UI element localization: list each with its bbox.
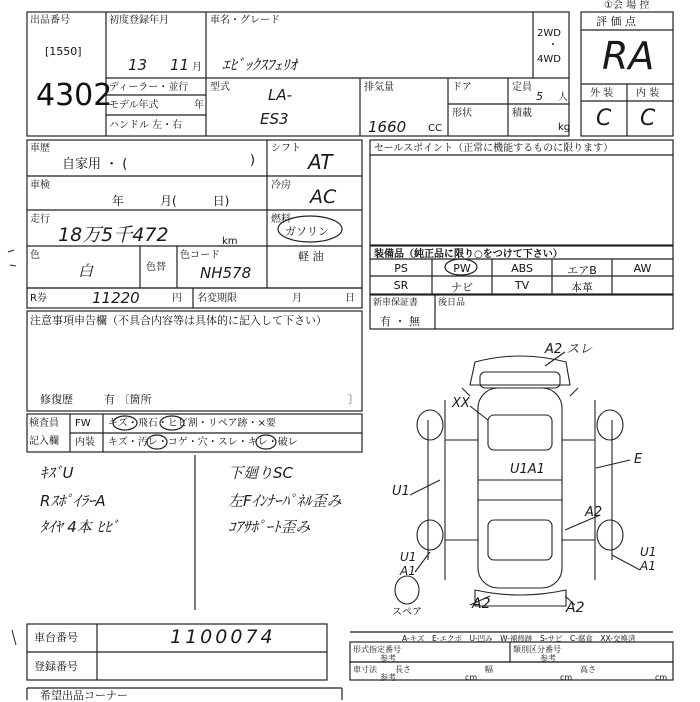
- remark-left-2: RｽﾎﾟｲﾗｰA: [40, 492, 106, 510]
- mark-u1a1-top: U1A1: [510, 462, 545, 477]
- shape-label: 形状: [452, 108, 472, 119]
- mileage-value: 18万5千472: [58, 224, 169, 246]
- type-value-1: LA-: [268, 86, 293, 104]
- capacity-label: 定員: [512, 82, 532, 93]
- month-unit: 月: [192, 62, 202, 73]
- inspection-value: 年 月( 日): [112, 194, 230, 208]
- mark-a2-bottom-right: A2: [566, 600, 585, 616]
- chassis-value: 1100074: [170, 626, 276, 648]
- name-change-day: 日: [345, 293, 355, 304]
- model-no-label: 形式指定番号: [353, 645, 401, 654]
- equip-abs: ABS: [511, 262, 533, 275]
- key-label: 後日品: [438, 298, 466, 308]
- interior-label: 内装: [75, 437, 95, 448]
- class-no-label: 類別区分番号: [513, 645, 561, 654]
- repair-label: 修復歴: [40, 393, 73, 406]
- type-label: 型式: [210, 82, 230, 93]
- equip-tv: TV: [514, 279, 530, 292]
- height-label: 高さ: [580, 665, 596, 674]
- ac-label: 冷房: [271, 180, 291, 191]
- first-reg-month: 11: [170, 56, 190, 74]
- length-cm: cm: [465, 673, 478, 682]
- remark-right-2: 左Fｲﾝﾅｰﾊﾟﾈﾙ歪み: [228, 492, 342, 510]
- usage-close: ): [250, 153, 256, 168]
- preferred-corner-label: 希望出品コーナー: [40, 689, 128, 702]
- fw-label: FW: [75, 418, 91, 429]
- inspector-label-1: 検査員: [29, 418, 59, 429]
- equipment-title: 装備品（純正品に限り○をつけて下さい）: [374, 249, 563, 260]
- notes-title: 注意事項申告欄（不具合内容等は具体的に記入して下さい）: [30, 314, 327, 327]
- car-diagram: [395, 352, 643, 606]
- warranty-label: 新車保証書: [373, 298, 419, 308]
- name-change-label: 名変期限: [197, 293, 237, 304]
- mark-xx: XX: [452, 396, 470, 411]
- fuel-label: 燃料: [271, 214, 291, 225]
- remark-right-1: 下廻りSC: [228, 464, 293, 482]
- load-label: 積載: [512, 108, 532, 119]
- mark-u1-a1-left: U1 A1: [400, 550, 417, 578]
- person-unit: 人: [558, 92, 568, 103]
- name-grade-label: 車名・グレード: [210, 15, 280, 26]
- drive-dot: ・: [548, 40, 558, 51]
- model-year-label: モデル年式: [109, 100, 159, 111]
- remark-left-1: ｷｽﾞU: [40, 464, 74, 482]
- inspector-label-2: 記入欄: [29, 436, 59, 447]
- recycle-value: 11220: [92, 289, 140, 307]
- capacity-value: 5: [536, 90, 543, 103]
- width-cm: cm: [560, 673, 573, 682]
- selling-points-title: セールスポイント（正常に機能するものに限ります）: [374, 143, 614, 154]
- name-grade-value: ｴﾋﾞｯｸｽﾌｪﾘｵ: [222, 56, 298, 74]
- lot-no: 4302: [36, 78, 113, 113]
- registration-label: 登録番号: [34, 660, 78, 673]
- equip-airbag: エアB: [567, 264, 597, 277]
- damage-legend: A-キズ E-エクボ U-凹み W-補修跡 S-サビ C-腐食 XX-交換済: [402, 634, 636, 643]
- repair-value: 有 〔箇所: [104, 393, 152, 406]
- color-change-label: 色替: [146, 262, 166, 273]
- color-label: 色: [30, 250, 40, 261]
- color-code-value: NH578: [200, 264, 252, 282]
- drive-2wd: 2WD: [537, 28, 561, 39]
- size-ref-label: 参考: [380, 673, 396, 682]
- year-unit: 年: [194, 100, 204, 111]
- cc-unit: CC: [428, 123, 442, 134]
- remark-right-3: ｺｱｻﾎﾟｰﾄ歪み: [228, 518, 311, 536]
- door-label: ドア: [452, 82, 472, 93]
- rating-value: RA: [602, 34, 655, 78]
- km-unit: km: [222, 236, 238, 247]
- mark-u1-left: U1: [392, 484, 410, 499]
- mark-e: E: [634, 452, 643, 467]
- int-value: C: [640, 106, 656, 131]
- fuel-diesel: 軽 油: [298, 250, 324, 263]
- venue-copy: ①会 場 控: [604, 0, 650, 11]
- mark-a2-bottom-left: A2: [472, 596, 491, 612]
- lot-no-bracket: [1550]: [45, 45, 82, 58]
- usage-label: 車歴: [30, 143, 50, 154]
- handle-label: ハンドル 左・右: [109, 120, 183, 131]
- lot-no-label: 出品番号: [30, 15, 70, 26]
- displacement-value: 1660: [368, 118, 407, 136]
- color-value: 白: [78, 262, 94, 280]
- interior-items: キズ・汚レ・コゲ・穴・スレ・キレ・破レ: [108, 437, 298, 448]
- type-value-2: ES3: [260, 110, 289, 128]
- fuel-value: ガソリン: [285, 225, 329, 238]
- fw-items: キズ・飛石・ヒビ割・リペア跡・×要: [108, 418, 276, 429]
- width-label: 幅: [485, 665, 493, 674]
- name-change-month: 月: [292, 293, 302, 304]
- recycle-label: R券: [30, 293, 47, 304]
- repair-close: 〕: [348, 393, 359, 406]
- mark-a2-right: A2: [585, 505, 603, 520]
- size-label: 車寸法: [353, 665, 377, 674]
- displacement-label: 排気量: [364, 82, 394, 93]
- first-reg-year: 13: [128, 56, 148, 74]
- ext-label: 外 装: [590, 88, 614, 99]
- remark-left-3: ﾀｲﾔ 4本 ﾋﾋﾞ: [40, 518, 120, 536]
- yen-unit: 円: [172, 293, 182, 304]
- ac-value: AC: [310, 186, 337, 208]
- class-ref-label: 参考: [540, 654, 556, 663]
- equip-sr: SR: [393, 279, 409, 292]
- mark-u1-a1-right: U1 A1: [640, 545, 657, 573]
- kg-unit: kg: [558, 122, 571, 133]
- model-ref-label: 参考: [380, 654, 396, 663]
- length-label: 長さ: [395, 665, 411, 674]
- equip-aw: AW: [633, 262, 652, 275]
- mileage-label: 走行: [30, 214, 50, 225]
- rating-label: 評 価 点: [596, 15, 636, 28]
- inspection-label: 車検: [30, 180, 50, 191]
- dealer-label: ディーラー・並行: [109, 82, 189, 93]
- height-cm: cm: [655, 673, 668, 682]
- equip-ps: PS: [394, 262, 408, 275]
- equip-navi: ナビ: [451, 281, 473, 294]
- int-label: 内 装: [636, 88, 660, 99]
- equip-leather: 本革: [571, 281, 593, 294]
- color-code-label: 色コード: [180, 250, 220, 261]
- equip-pw: PW: [453, 262, 471, 275]
- shift-value: AT: [308, 150, 333, 174]
- first-reg-label: 初度登録年月: [109, 15, 169, 26]
- usage-value: 自家用 ・ (: [62, 157, 128, 172]
- warranty-value: 有 ・ 無: [380, 315, 420, 328]
- ext-value: C: [596, 106, 612, 131]
- mark-a2-sure: A2 スレ: [545, 342, 593, 357]
- mark-spare: スペア: [392, 607, 422, 618]
- drive-4wd: 4WD: [537, 54, 561, 65]
- chassis-label: 車台番号: [34, 631, 78, 644]
- shift-label: シフト: [271, 143, 301, 154]
